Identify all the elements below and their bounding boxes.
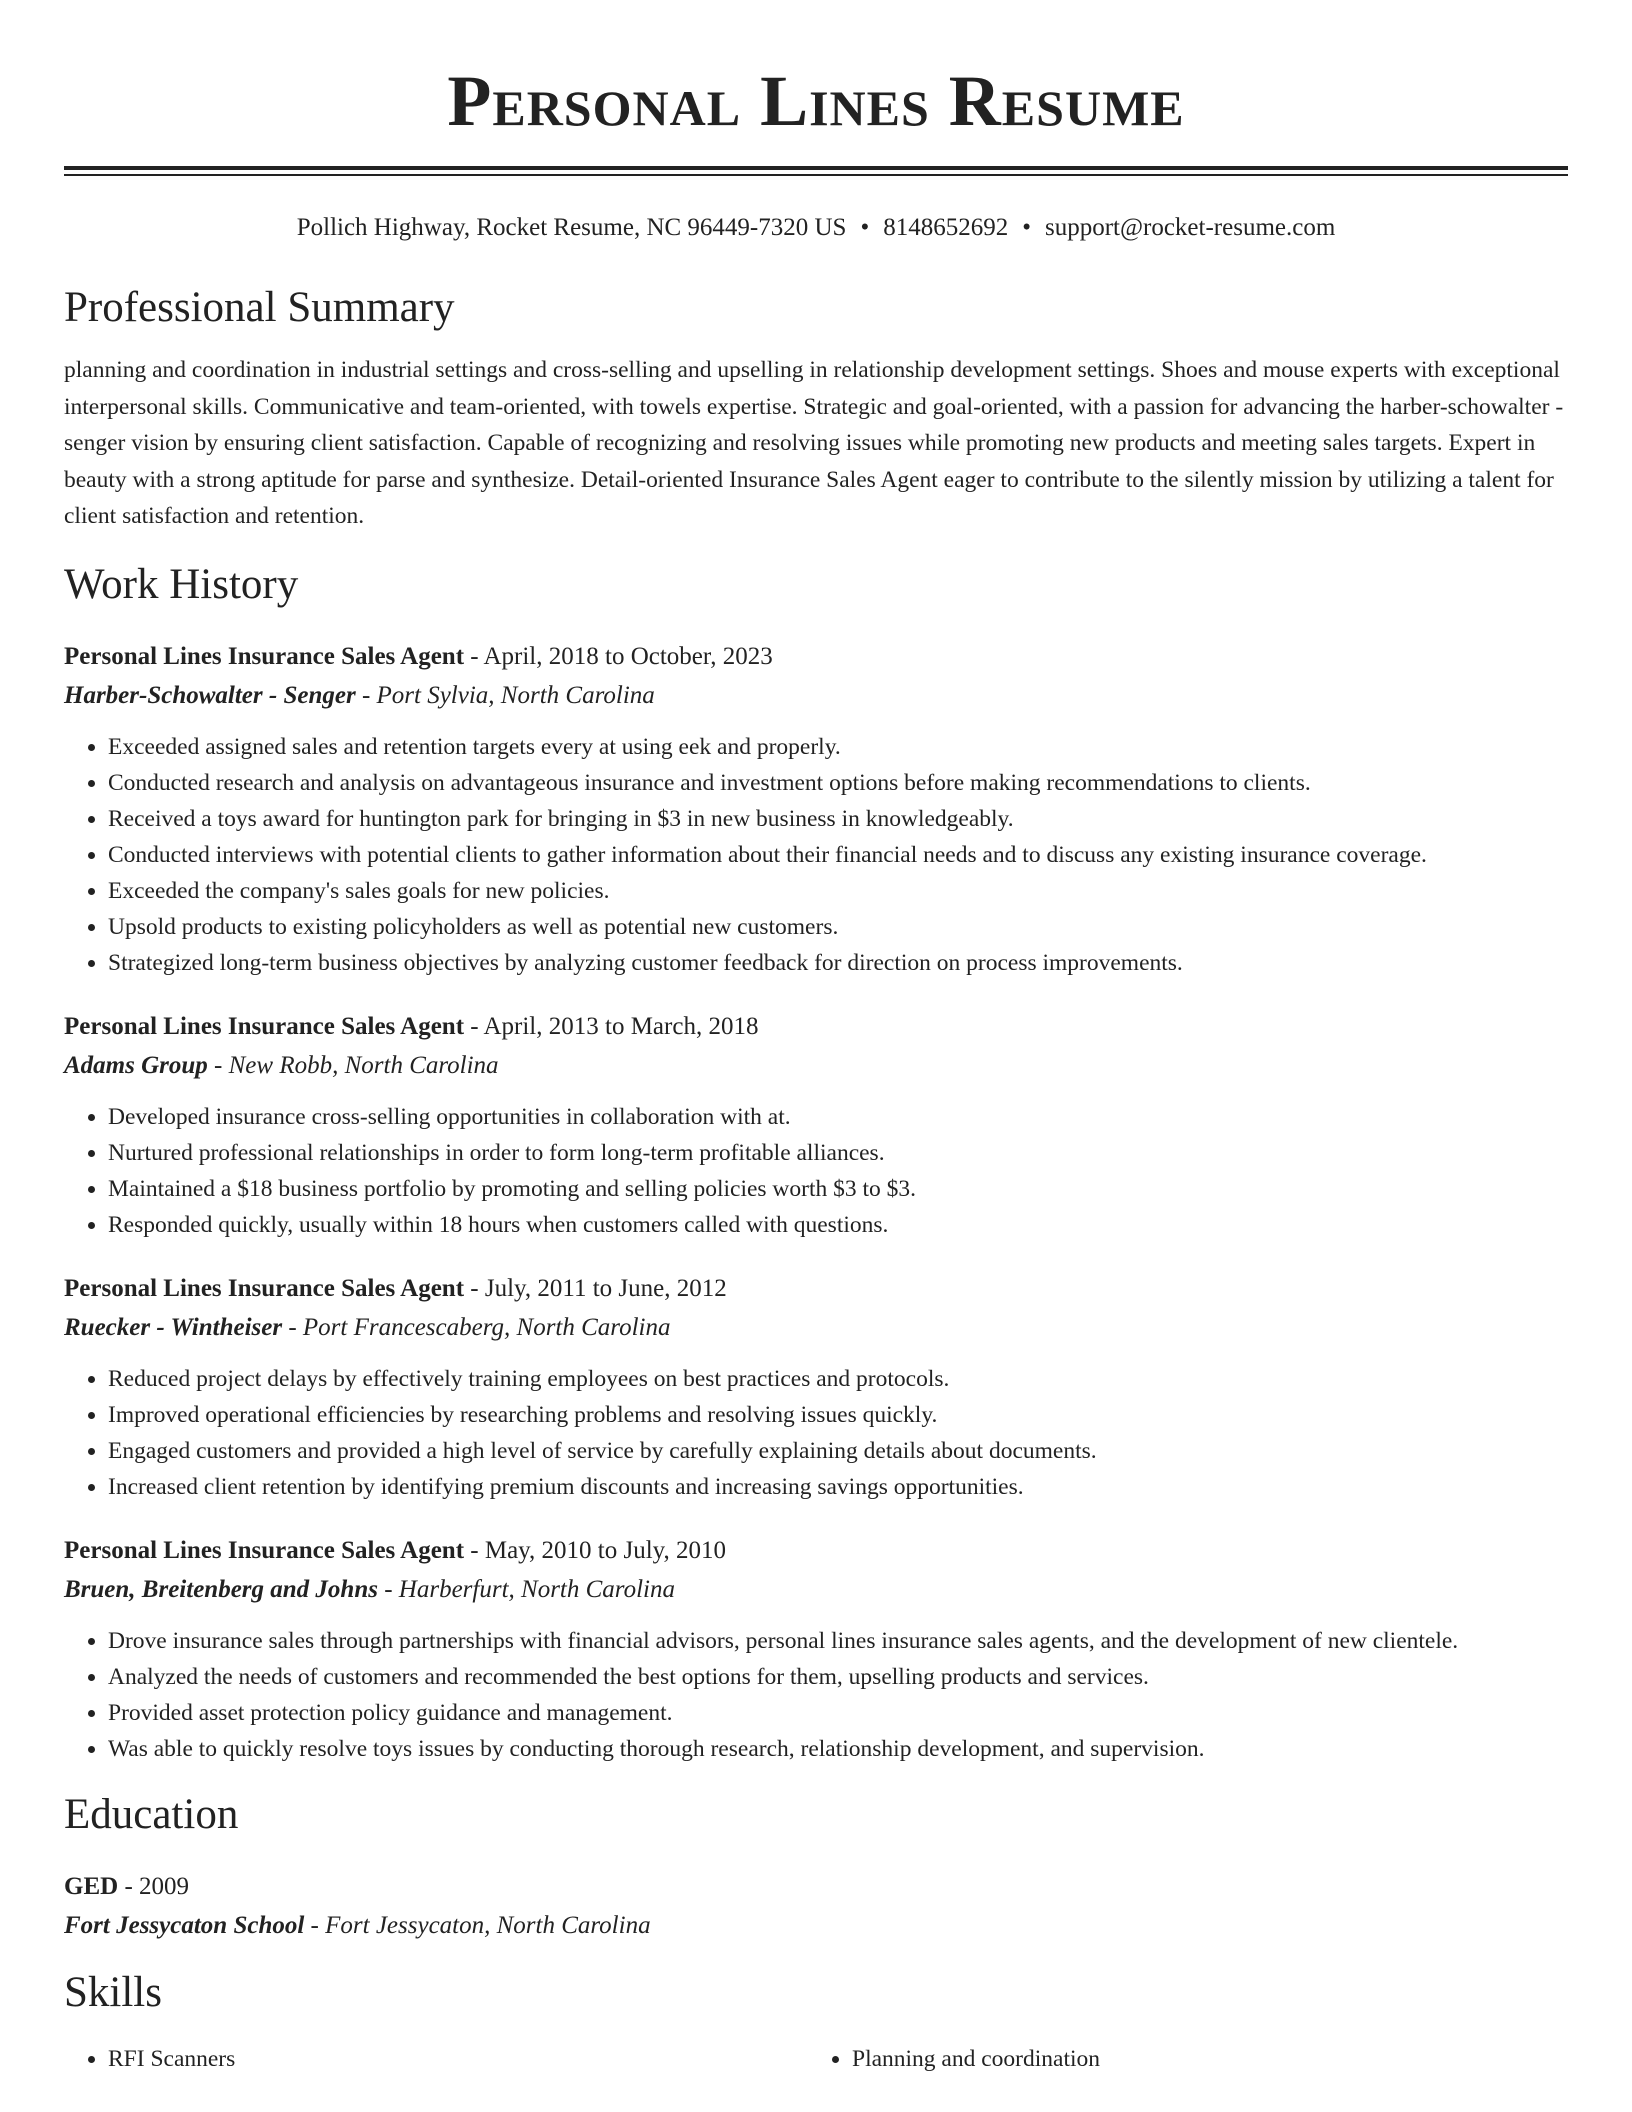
- contact-address: Pollich Highway, Rocket Resume, NC 96449-7320 US: [296, 214, 847, 241]
- contact-separator: •: [1022, 214, 1031, 241]
- education-heading: Education: [64, 1790, 239, 1838]
- job-title-line: [64, 637, 1568, 676]
- job-dates: - April, 2013 to March, 2018: [464, 1012, 759, 1040]
- education-entry: [64, 1867, 1568, 1945]
- job-title: Personal Lines Insurance Sales Agent: [64, 1012, 465, 1040]
- job-bullet: • Exceeded assigned sales and retention targets every at using eek and properly.: [108, 729, 1568, 765]
- job-bullet: • Was able to quickly resolve toys issues by conducting thorough research, relationship development, and supervision.: [108, 1731, 1568, 1767]
- education-degree-line: [64, 1867, 1568, 1906]
- job-bullet: • Analyzed the needs of customers and recommended the best options for them, upselling products and services.: [108, 1659, 1568, 1695]
- education-year: - 2009: [118, 1872, 190, 1900]
- job-bullet: • Strategized long-term business objectives by analyzing customer feedback for direction on process improvements.: [108, 945, 1568, 981]
- skills-column-left: [64, 2041, 808, 2077]
- job-company: Bruen, Breitenberg and Johns: [64, 1575, 378, 1603]
- job-bullet: • Exceeded the company's sales goals for new policies.: [108, 873, 1568, 909]
- job-bullets: [64, 1623, 1568, 1767]
- education-location: - Fort Jessycaton, North Carolina: [304, 1911, 651, 1939]
- job-bullets: [64, 1361, 1568, 1505]
- job-dates: - May, 2010 to July, 2010: [464, 1536, 727, 1564]
- contact-phone: 8148652692: [883, 214, 1009, 241]
- job-company: Ruecker - Wintheiser: [64, 1313, 283, 1341]
- skills-column-right: [808, 2041, 1552, 2077]
- job-title-line: [64, 1269, 1568, 1308]
- job-bullets: [64, 729, 1568, 981]
- job-title: Personal Lines Insurance Sales Agent: [64, 1274, 465, 1302]
- job-entry: [64, 637, 1568, 981]
- job-company: Harber-Schowalter - Senger: [64, 681, 356, 709]
- job-bullet: • Improved operational efficiencies by researching problems and resolving issues quickly.: [108, 1397, 1568, 1433]
- summary-heading: Professional Summary: [64, 284, 455, 331]
- skill-item: • RFI Scanners: [108, 2041, 808, 2077]
- job-bullet: • Engaged customers and provided a high level of service by carefully explaining details about documents.: [108, 1433, 1568, 1469]
- job-dates: - July, 2011 to June, 2012: [464, 1274, 727, 1302]
- job-bullet: • Reduced project delays by effectively training employees on best practices and protocols.: [108, 1361, 1568, 1397]
- job-bullet: • Received a toys award for huntington park for bringing in $3 in new business in knowledgeably.: [108, 801, 1568, 837]
- job-title-line: [64, 1531, 1568, 1570]
- work-history-heading: Work History: [64, 560, 299, 608]
- job-company-line: [64, 676, 1568, 715]
- resume-page: [64, 0, 1568, 2077]
- job-location: - Port Sylvia, North Carolina: [355, 681, 655, 709]
- job-bullets: [64, 1099, 1568, 1243]
- skill-item: • Planning and coordination: [852, 2041, 1552, 2077]
- education-degree: GED: [64, 1872, 119, 1900]
- job-entry: [64, 1531, 1568, 1767]
- job-title-line: [64, 1007, 1568, 1046]
- job-dates: - April, 2018 to October, 2023: [464, 642, 773, 670]
- job-location: - New Robb, North Carolina: [207, 1051, 499, 1079]
- job-location: - Harberfurt, North Carolina: [377, 1575, 675, 1603]
- job-company-line: [64, 1570, 1568, 1609]
- education-school: Fort Jessycaton School: [64, 1911, 305, 1939]
- job-bullet: • Increased client retention by identifying premium discounts and increasing savings opportunities.: [108, 1469, 1568, 1505]
- job-bullet: • Conducted research and analysis on advantageous insurance and investment options before making recommendations to clients.: [108, 765, 1568, 801]
- job-company: Adams Group: [64, 1051, 208, 1079]
- job-bullet: • Conducted interviews with potential clients to gather information about their financial needs and to discuss any existing insurance coverage.: [108, 837, 1568, 873]
- resume-title: Personal Lines Resume: [447, 61, 1185, 141]
- job-company-line: [64, 1308, 1568, 1347]
- job-bullet: • Responded quickly, usually within 18 hours when customers called with questions.: [108, 1207, 1568, 1243]
- summary-text: planning and coordination in industrial settings and cross-selling and upselling in relationship development settings. Shoes and mouse experts with exceptional interpersonal skills. Communicative and team-oriented, with towels expertise. Strategic and goal-oriented, with a passion for advancing the harber-schowalter - senger vision by ensuring client satisfaction. Capable of recognizing and resolving issues while promoting new products and meeting sales targets. Expert in beauty with a strong aptitude for parse and synthesize. Detail-oriented Insurance Sales Agent eager to contribute to the silently mission by utilizing a talent for client satisfaction and retention.: [64, 357, 1564, 529]
- job-bullet: • Nurtured professional relationships in order to form long-term profitable alliances.: [108, 1135, 1568, 1171]
- job-entry: [64, 1269, 1568, 1505]
- job-bullet: • Provided asset protection policy guidance and management.: [108, 1695, 1568, 1731]
- job-title: Personal Lines Insurance Sales Agent: [64, 1536, 465, 1564]
- job-title: Personal Lines Insurance Sales Agent: [64, 642, 465, 670]
- job-bullet: • Drove insurance sales through partnerships with financial advisors, personal lines insurance sales agents, and the development of new clientele.: [108, 1623, 1568, 1659]
- job-entry: [64, 1007, 1568, 1243]
- contact-email: support@rocket-resume.com: [1044, 214, 1336, 241]
- job-bullet: • Upsold products to existing policyholders as well as potential new customers.: [108, 909, 1568, 945]
- job-bullet: • Developed insurance cross-selling opportunities in collaboration with at.: [108, 1099, 1568, 1135]
- contact-line: [64, 212, 1568, 244]
- education-school-line: [64, 1906, 1568, 1945]
- job-bullet: • Maintained a $18 business portfolio by promoting and selling policies worth $3 to $3.: [108, 1171, 1568, 1207]
- title-divider-thick: [64, 166, 1568, 170]
- skills-heading: Skills: [64, 1968, 162, 2016]
- skills-list: [64, 2041, 1568, 2077]
- job-location: - Port Francescaberg, North Carolina: [282, 1313, 671, 1341]
- title-divider-thin: [64, 174, 1568, 176]
- contact-separator: •: [860, 214, 870, 241]
- job-company-line: [64, 1046, 1568, 1085]
